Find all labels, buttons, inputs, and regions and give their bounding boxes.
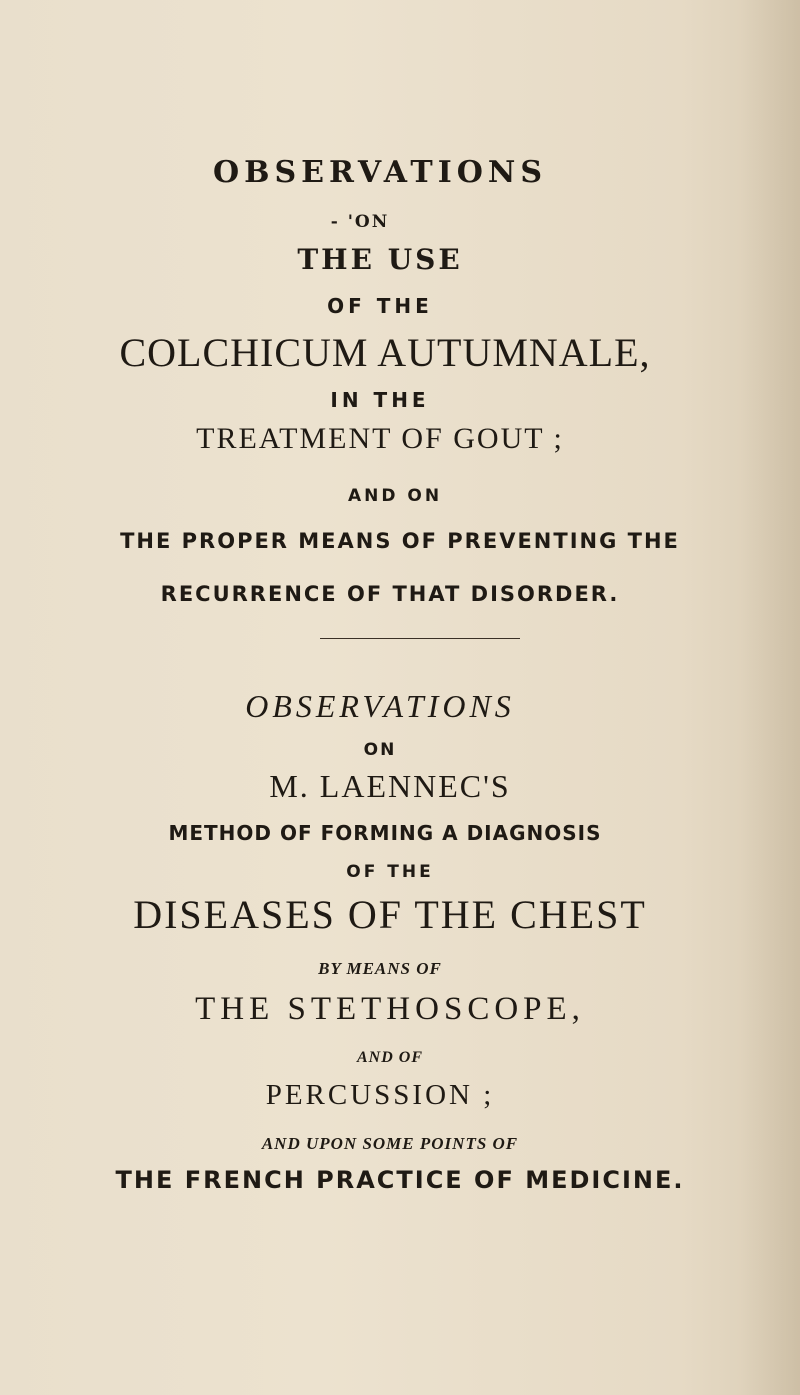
heading-diseases-of-the-chest: DISEASES OF THE CHEST (133, 892, 647, 937)
label-on-1: - 'ON (330, 212, 390, 232)
label-by-means-of: BY MEANS OF (318, 959, 442, 978)
label-of-the-2: OF THE (346, 862, 434, 882)
heading-stethoscope: THE STETHOSCOPE, (195, 991, 585, 1027)
label-on-2: ON (363, 740, 397, 760)
label-and-of: AND OF (356, 1049, 423, 1066)
text-recurrence: RECURRENCE OF THAT DISORDER. (160, 582, 620, 606)
label-of-the-1: OF THE (327, 294, 433, 318)
label-in-the: IN THE (330, 388, 430, 412)
heading-the-use: THE USE (297, 243, 463, 276)
heading-percussion: PERCUSSION ; (265, 1079, 495, 1111)
text-method-diagnosis: METHOD OF FORMING A DIAGNOSIS (168, 821, 602, 845)
text-proper-means: THE PROPER MEANS OF PREVENTING THE (120, 529, 680, 553)
heading-observations-1: OBSERVATIONS (212, 155, 548, 190)
section-divider (320, 638, 520, 639)
heading-observations-2: OBSERVATIONS (245, 688, 515, 724)
heading-laennec: M. LAENNEC'S (269, 768, 511, 804)
heading-treatment-of-gout: TREATMENT OF GOUT ; (196, 422, 564, 455)
heading-colchicum: COLCHICUM AUTUMNALE, (119, 330, 651, 375)
text-french-practice: THE FRENCH PRACTICE OF MEDICINE. (115, 1166, 685, 1194)
label-and-upon: AND UPON SOME POINTS OF (261, 1134, 519, 1153)
label-and-on: AND ON (347, 486, 443, 506)
